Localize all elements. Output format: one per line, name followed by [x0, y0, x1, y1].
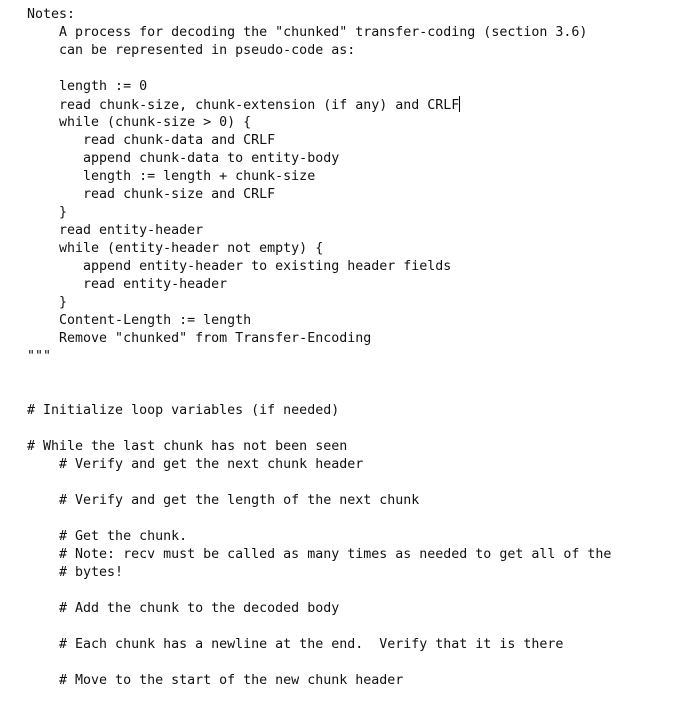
code-line: # While the last chunk has not been seen — [27, 439, 348, 454]
code-line: read entity-header — [27, 223, 204, 238]
code-line: length := length + chunk-size — [27, 169, 316, 184]
code-lines — [27, 6, 611, 690]
text-cursor — [459, 96, 460, 112]
code-line: while (entity-header not empty) { — [27, 241, 324, 256]
code-line: # Add the chunk to the decoded body — [27, 601, 340, 616]
code-line — [27, 60, 611, 78]
code-line: Content-Length := length — [27, 313, 252, 328]
code-line: # Verify and get the length of the next chunk — [27, 493, 420, 508]
code-line: append entity-header to existing header fields — [27, 259, 452, 274]
code-line — [27, 474, 611, 492]
code-line: # Note: recv must be called as many times as needed to get all of the — [27, 547, 612, 562]
code-line: } — [27, 205, 68, 220]
code-line — [27, 420, 611, 438]
code-line: } — [27, 295, 68, 310]
code-line: # Verify and get the next chunk header — [27, 457, 364, 472]
code-line — [27, 654, 611, 672]
code-line: """ — [27, 349, 52, 364]
code-line-text: read chunk-size, chunk-extension (if any) and CRLF — [27, 98, 460, 113]
code-line: append chunk-data to entity-body — [27, 151, 340, 166]
code-line: A process for decoding the "chunked" transfer-coding (section 3.6) — [27, 25, 588, 40]
code-line: # bytes! — [27, 565, 124, 580]
code-line: # Initialize loop variables (if needed) — [27, 403, 340, 418]
code-line: read chunk-size and CRLF — [27, 187, 276, 202]
code-line-with-cursor[interactable] — [27, 96, 611, 114]
code-line: Remove "chunked" from Transfer-Encoding — [27, 331, 372, 346]
code-line: # Move to the start of the new chunk header — [27, 673, 404, 688]
code-line: while (chunk-size > 0) { — [27, 115, 252, 130]
code-line — [27, 618, 611, 636]
code-line — [27, 582, 611, 600]
code-line — [27, 384, 611, 402]
code-line: # Each chunk has a newline at the end. Verify that it is there — [27, 637, 564, 652]
code-line: can be represented in pseudo-code as: — [27, 43, 356, 58]
code-line — [27, 510, 611, 528]
code-line — [27, 366, 611, 384]
code-line: read entity-header — [27, 277, 228, 292]
code-line: length := 0 — [27, 79, 148, 94]
code-line: read chunk-data and CRLF — [27, 133, 276, 148]
code-line: # Get the chunk. — [27, 529, 188, 544]
code-line: Notes: — [27, 7, 76, 22]
